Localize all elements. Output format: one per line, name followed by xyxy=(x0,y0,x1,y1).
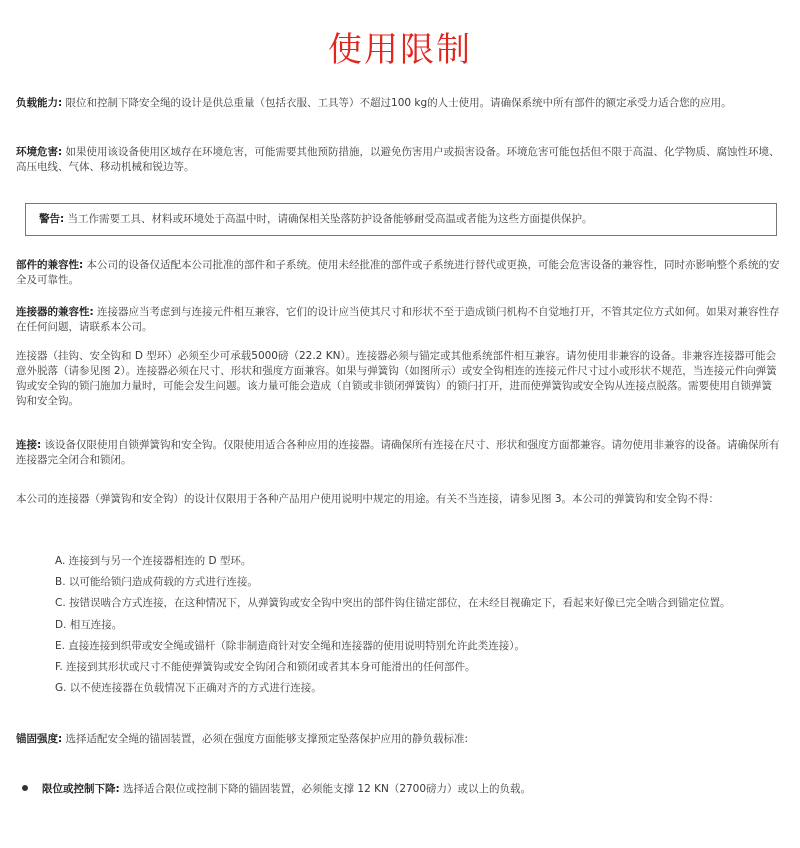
connector-compatibility-section xyxy=(16,305,780,335)
component-compatibility-text: 本公司的设备仅适配本公司批准的部件和子系统。使用未经批准的部件或子系统进行替代或更换，可能会危害设备的兼容性，同时亦影响整个系统的安全及可靠性。 xyxy=(16,259,780,286)
component-compatibility-label: 部件的兼容性: xyxy=(16,259,84,271)
bullet-item-label: 限位或控制下降: xyxy=(42,783,120,795)
warning-text: 当工作需要工具、材料或环境处于高温中时，请确保相关坠落防护设备能够耐受高温或者能为这些方面提供保护。 xyxy=(67,213,593,225)
anchorage-strength-label: 锚固强度: xyxy=(16,733,63,745)
list-item: B. 以可能给锁闩造成荷载的方式进行连接。 xyxy=(55,576,258,588)
connector-intro-section xyxy=(16,492,780,507)
connecting-label: 连接: xyxy=(16,439,42,451)
warning-box xyxy=(25,203,777,236)
list-item: D. 相互连接。 xyxy=(55,619,123,631)
environmental-hazards-text: 如果使用该设备使用区域存在环境危害，可能需要其他预防措施，以避免伤害用户或损害设备。环境危害可能包括但不限于高温、化学物质、腐蚀性环境、高压电线、气体、移动机械和锐边等。 xyxy=(16,146,780,173)
environmental-hazards-section xyxy=(16,145,780,175)
load-capacity-section xyxy=(16,96,780,111)
connector-intro-text: 本公司的连接器（弹簧钩和安全钩）的设计仅限用于各种产品用户使用说明中规定的用途。有关不当连接，请参见图 3。本公司的弹簧钩和安全钩不得： xyxy=(16,493,720,505)
bullet-item xyxy=(22,782,762,797)
connector-strength-text: 连接器（挂钩、安全钩和 D 型环）必须至少可承载5000磅（22.2 KN）。连接器必须与锚定或其他系统部件相互兼容。请勿使用非兼容的设备。非兼容连接器可能会意外脱落（请参见图 2）。连接器必须在尺寸、形状和强度方面兼容。如果与弹簧钩（如图所示）或安全钩相连的连接元件尺寸过小或形状不规范，当连接元件向弹簧钩或安全钩的锁闩施加力量时，可能会发生问题。该力量可能会造成（自锁或非锁闭弹簧钩）的锁闩打开，进而使弹簧钩或安全钩从连接点脱落。需要使用自锁弹簧钩和安全钩。 xyxy=(16,350,777,407)
load-capacity-text: 限位和控制下降安全绳的设计是供总重量（包括衣服、工具等）不超过100 kg的人士使用。请确保系统中所有部件的额定承受力适合您的应用。 xyxy=(65,97,732,109)
list-item: C. 按错误啮合方式连接，在这种情况下，从弹簧钩或安全钩中突出的部件钩住锚定部位，在未经目视确定下，看起来好像已完全啮合到锚定位置。 xyxy=(55,597,731,609)
prohibited-connections-list xyxy=(55,553,785,701)
connector-compatibility-text: 连接器应当考虑到与连接元件相互兼容，它们的设计应当使其尺寸和形状不至于造成锁闩机构不自觉地打开，不管其定位方式如何。如果对兼容性存在任何问题，请联系本公司。 xyxy=(16,306,780,333)
connecting-section xyxy=(16,438,780,468)
list-item: F. 连接到其形状或尺寸不能使弹簧钩或安全钩闭合和锁闭或者其本身可能滑出的任何部件。 xyxy=(55,661,476,673)
load-capacity-label: 负载能力: xyxy=(16,97,63,109)
environmental-hazards-label: 环境危害: xyxy=(16,146,63,158)
bullet-item-text: 选择适合限位或控制下降的锚固装置，必须能支撑 12 KN（2700磅力）或以上的负载。 xyxy=(123,783,532,795)
connecting-text: 该设备仅限使用自锁弹簧钩和安全钩。仅限使用适合各种应用的连接器。请确保所有连接在尺寸、形状和强度方面都兼容。请勿使用非兼容的设备。请确保所有连接器完全闭合和锁闭。 xyxy=(16,439,780,466)
list-item: A. 连接到与另一个连接器相连的 D 型环。 xyxy=(55,555,252,567)
connector-strength-section xyxy=(16,349,780,409)
page-title: 使用限制 xyxy=(328,30,472,70)
warning-label: 警告: xyxy=(39,213,65,225)
list-item: G. 以不使连接器在负载情况下正确对齐的方式进行连接。 xyxy=(55,682,322,694)
list-item: E. 直接连接到织带或安全绳或锚杆（除非制造商针对安全绳和连接器的使用说明特别允许此类连接）。 xyxy=(55,640,526,652)
anchorage-strength-section xyxy=(16,732,780,747)
bullet-dot-icon xyxy=(22,785,28,791)
connector-compatibility-label: 连接器的兼容性: xyxy=(16,306,94,318)
anchorage-strength-text: 选择适配安全绳的锚固装置，必须在强度方面能够支撑预定坠落保护应用的静负载标准: xyxy=(65,733,469,745)
component-compatibility-section xyxy=(16,258,780,288)
